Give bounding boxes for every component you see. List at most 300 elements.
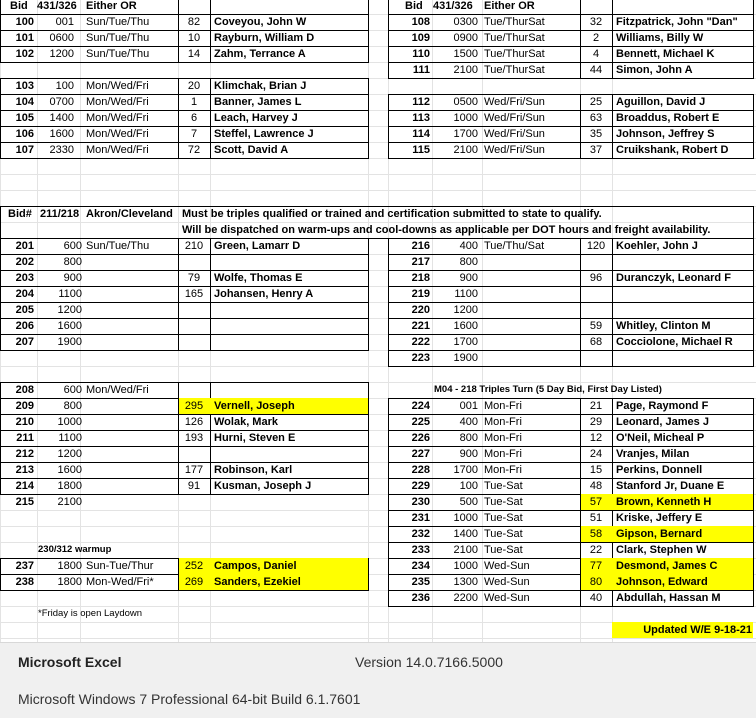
top-left-row-time[interactable]: 100	[55, 80, 74, 92]
triples-row-bid[interactable]: 230	[411, 496, 430, 508]
triples-row-number[interactable]: 15	[589, 464, 603, 476]
top-right-row-name[interactable]: Johnson, Jeffrey S	[616, 128, 715, 140]
triples-row-bid[interactable]: 232	[411, 528, 430, 540]
akron-code-header[interactable]: 211/218	[40, 208, 80, 220]
cell-border	[753, 0, 754, 79]
triples-row-name[interactable]: Johnson, Edward	[616, 576, 708, 588]
top-right-row-number[interactable]: 4	[592, 48, 600, 60]
top-right-row-number[interactable]: 44	[589, 64, 603, 76]
akron-left-row-bid[interactable]: 205	[15, 304, 34, 316]
triples-row-time[interactable]: 1700	[453, 464, 478, 476]
top-right-row-time[interactable]: 0900	[453, 32, 478, 44]
triples-row-number[interactable]: 21	[589, 400, 603, 412]
akron-left-row-number[interactable]: 126	[184, 416, 204, 428]
akron-right-row-name[interactable]: Cocciolone, Michael R	[616, 336, 733, 348]
top-left-row-days[interactable]: Sun/Tue/Thu	[86, 16, 150, 28]
top-left-row-name[interactable]: Zahm, Terrance A	[214, 48, 306, 60]
top-right-row-days[interactable]: Tue/ThurSat	[484, 64, 545, 76]
akron-left-row-time[interactable]: 1800	[57, 480, 82, 492]
triples-row-name[interactable]: Page, Raymond F	[616, 400, 709, 412]
top-right-row-time[interactable]: 2100	[453, 144, 478, 156]
top-left-row-bid[interactable]: 104	[15, 96, 34, 108]
akron-left-row-days[interactable]	[86, 478, 178, 494]
akron-left-row-time[interactable]: 1600	[57, 320, 82, 332]
top-right-row-bid[interactable]: 109	[411, 32, 430, 44]
top-right-row-time[interactable]: 1700	[453, 128, 478, 140]
akron-right-row-bid[interactable]: 216	[411, 240, 430, 252]
top-left-row-days[interactable]: Mon/Wed/Fri	[86, 96, 149, 108]
akron-left-row-time[interactable]: 900	[63, 272, 82, 284]
akron-note-2[interactable]: Will be dispatched on warm-ups and cool-downs as applicable per DOT hours and freight availability.	[182, 224, 711, 236]
akron-right-row-time[interactable]: 1100	[454, 288, 478, 300]
akron-right-row-time[interactable]: 1900	[453, 352, 478, 364]
akron-right-row-number[interactable]	[582, 302, 610, 318]
akron-left-row-bid[interactable]: 207	[15, 336, 34, 348]
top-left-row-time[interactable]: 1600	[49, 128, 74, 140]
top-right-row-time[interactable]: 1500	[453, 48, 478, 60]
akron-left-row-time[interactable]: 1100	[58, 432, 82, 444]
akron-left-row-bid[interactable]: 206	[15, 320, 34, 332]
akron-left-row-bid[interactable]: 204	[15, 288, 34, 300]
akron-right-row-name[interactable]: Koehler, John J	[616, 240, 698, 252]
triples-row-time[interactable]: 1300	[453, 576, 478, 588]
akron-left-row-name[interactable]	[214, 382, 366, 398]
top-left-row-name[interactable]: Leach, Harvey J	[214, 112, 298, 124]
triples-row-name[interactable]: Kriske, Jeffery E	[616, 512, 703, 524]
akron-left-row-number[interactable]: 177	[184, 464, 204, 476]
akron-right-row-number[interactable]	[582, 254, 610, 270]
warmup-row-days[interactable]: Sun-Tue/Thur	[86, 560, 154, 572]
akron-left-row-name[interactable]	[214, 446, 366, 462]
akron-right-row-time[interactable]: 400	[459, 240, 478, 252]
akron-left-row-time[interactable]: 1000	[57, 416, 82, 428]
top-left-row-number[interactable]: 7	[190, 128, 198, 140]
top-left-row-number[interactable]: 14	[187, 48, 201, 60]
akron-left-row-time[interactable]: 600	[63, 240, 82, 252]
top-right-row-days[interactable]: Wed/Fri/Sun	[484, 112, 545, 124]
akron-left-row-number[interactable]: 165	[184, 288, 204, 300]
akron-left-row-days[interactable]	[86, 318, 178, 334]
akron-right-row-time[interactable]: 800	[459, 256, 478, 268]
akron-left-row-name[interactable]: Hurni, Steven E	[214, 432, 296, 444]
akron-right-row-bid[interactable]: 222	[411, 336, 430, 348]
top-right-row-bid[interactable]: 110	[412, 48, 430, 60]
akron-right-row-name[interactable]: Whitley, Clinton M	[616, 320, 711, 332]
akron-right-row-time[interactable]: 1200	[453, 304, 478, 316]
top-left-row-bid[interactable]: 107	[15, 144, 34, 156]
akron-left-row-time[interactable]: 1900	[57, 336, 82, 348]
cell-border	[368, 0, 369, 63]
top-left-row-number[interactable]: 20	[187, 80, 201, 92]
triples-row-days[interactable]: Mon-Fri	[484, 464, 522, 476]
warmup-row-number[interactable]: 269	[184, 576, 204, 588]
triples-row-name[interactable]: Perkins, Donnell	[616, 464, 703, 476]
akron-left-row-number[interactable]	[180, 494, 208, 510]
akron-right-row-time[interactable]: 900	[459, 272, 478, 284]
top-right-row-bid[interactable]: 113	[412, 112, 430, 124]
triples-row-number[interactable]: 77	[589, 560, 603, 572]
akron-left-row-bid[interactable]: 214	[15, 480, 34, 492]
triples-row-name[interactable]: Leonard, James J	[616, 416, 709, 428]
top-right-row-name[interactable]: Williams, Billy W	[616, 32, 704, 44]
akron-right-row-name[interactable]	[616, 302, 752, 318]
akron-right-row-number[interactable]: 120	[586, 240, 606, 252]
akron-left-row-number[interactable]: 295	[184, 400, 204, 412]
triples-row-number[interactable]: 80	[589, 576, 603, 588]
cell-border	[388, 94, 389, 159]
top-left-row-bid[interactable]: 105	[15, 112, 34, 124]
akron-left-row-bid[interactable]: 202	[15, 256, 34, 268]
cell-border	[0, 350, 368, 351]
akron-right-row-days[interactable]	[484, 286, 578, 302]
akron-left-row-number[interactable]	[180, 334, 208, 350]
triples-row-bid[interactable]: 231	[411, 512, 430, 524]
top-left-row-days[interactable]: Mon/Wed/Fri	[86, 112, 149, 124]
akron-right-row-days[interactable]	[484, 270, 578, 286]
akron-left-row-days[interactable]	[86, 286, 178, 302]
triples-row-days[interactable]: Wed-Sun	[484, 560, 530, 572]
top-right-row-number[interactable]: 32	[589, 16, 603, 28]
top-left-row-days[interactable]: Mon/Wed/Fri	[86, 144, 149, 156]
triples-row-name[interactable]: Abdullah, Hassan M	[616, 592, 721, 604]
akron-right-row-days[interactable]	[484, 350, 578, 366]
cell-border	[388, 0, 389, 79]
top-right-code-header[interactable]: 431/326	[433, 0, 473, 12]
akron-right-row-bid[interactable]: 219	[411, 288, 430, 300]
top-left-row-time[interactable]: 001	[55, 16, 74, 28]
top-left-row-time[interactable]: 0700	[49, 96, 74, 108]
akron-left-row-name[interactable]: Green, Lamarr D	[214, 240, 301, 252]
cell-border	[388, 398, 389, 607]
top-right-row-number[interactable]: 37	[589, 144, 603, 156]
top-left-row-name[interactable]: Coveyou, John W	[214, 16, 307, 28]
top-left-row-bid[interactable]: 101	[15, 32, 34, 44]
top-left-row-name[interactable]: Scott, David A	[214, 144, 289, 156]
top-left-either-header[interactable]: Either OR	[86, 0, 137, 12]
akron-left-row-number[interactable]: 193	[184, 432, 204, 444]
top-right-row-days[interactable]: Tue/ThurSat	[484, 48, 545, 60]
akron-left-row-days[interactable]	[86, 414, 178, 430]
gridline-h	[0, 638, 756, 639]
akron-left-row-name[interactable]: Wolak, Mark	[214, 416, 278, 428]
cell-border	[210, 238, 211, 350]
akron-left-row-name[interactable]	[214, 334, 366, 350]
triples-row-days[interactable]: Wed-Sun	[484, 576, 530, 588]
triples-row-number[interactable]: 51	[589, 512, 603, 524]
warmup-row-time[interactable]: 1800	[57, 576, 82, 588]
triples-row-days[interactable]: Mon-Fri	[484, 400, 522, 412]
triples-row-days[interactable]: Mon-Fri	[484, 448, 522, 460]
akron-right-row-number[interactable]: 96	[589, 272, 603, 284]
akron-left-row-bid[interactable]: 212	[15, 448, 34, 460]
akron-left-row-number[interactable]	[180, 302, 208, 318]
top-right-row-days[interactable]: Wed/Fri/Sun	[484, 128, 545, 140]
warmup-row-bid[interactable]: 237	[15, 560, 34, 572]
akron-right-row-number[interactable]: 68	[589, 336, 603, 348]
akron-right-row-days[interactable]	[484, 254, 578, 270]
top-left-row-number[interactable]: 1	[190, 96, 198, 108]
cell-border	[368, 238, 369, 351]
akron-left-row-name[interactable]: Johansen, Henry A	[214, 288, 314, 300]
top-left-row-name[interactable]: Banner, James L	[214, 96, 302, 108]
akron-right-row-days[interactable]	[484, 302, 578, 318]
warmup-footnote[interactable]: *Friday is open Laydown	[38, 608, 143, 619]
triples-title[interactable]: M04 - 218 Triples Turn (5 Day Bid, First Day Listed)	[434, 384, 662, 395]
triples-row-bid[interactable]: 226	[411, 432, 430, 444]
akron-left-row-number[interactable]: 91	[187, 480, 201, 492]
triples-row-days[interactable]: Wed-Sun	[484, 592, 530, 604]
top-right-row-name[interactable]: Aguillon, David J	[616, 96, 706, 108]
os-label: Microsoft Windows 7 Professional 64-bit Build 6.1.7601	[18, 691, 361, 707]
akron-left-row-days[interactable]	[86, 270, 178, 286]
top-left-row-time[interactable]: 1400	[49, 112, 74, 124]
top-right-row-bid[interactable]: 115	[412, 144, 430, 156]
triples-row-number[interactable]: 22	[589, 544, 603, 556]
triples-row-days[interactable]: Tue-Sat	[484, 512, 523, 524]
top-left-row-number[interactable]: 82	[187, 16, 201, 28]
akron-left-row-number[interactable]	[180, 382, 208, 398]
triples-row-name[interactable]: Desmond, James C	[616, 560, 718, 572]
akron-left-row-number[interactable]	[180, 254, 208, 270]
triples-row-time[interactable]: 001	[459, 400, 478, 412]
top-right-row-bid[interactable]: 114	[412, 128, 430, 140]
triples-row-time[interactable]: 2100	[453, 544, 478, 556]
akron-right-row-name[interactable]	[616, 286, 752, 302]
akron-right-row-bid[interactable]: 220	[411, 304, 430, 316]
top-left-row-time[interactable]: 2330	[49, 144, 74, 156]
top-left-code-header[interactable]: 431/326	[37, 0, 77, 12]
triples-row-days[interactable]: Tue-Sat	[484, 528, 523, 540]
triples-row-bid[interactable]: 234	[411, 560, 430, 572]
top-left-row-number[interactable]: 10	[187, 32, 201, 44]
triples-row-time[interactable]: 2200	[453, 592, 478, 604]
top-right-row-name[interactable]: Broaddus, Robert E	[616, 112, 720, 124]
top-left-row-name[interactable]: Steffel, Lawrence J	[214, 128, 314, 140]
akron-left-row-name[interactable]	[214, 254, 366, 270]
triples-row-bid[interactable]: 229	[411, 480, 430, 492]
triples-row-number[interactable]: 48	[589, 480, 603, 492]
top-right-row-days[interactable]: Tue/ThurSat	[484, 16, 545, 28]
top-right-row-days[interactable]: Tue/ThurSat	[484, 32, 545, 44]
top-left-row-time[interactable]: 1200	[49, 48, 74, 60]
akron-left-row-days[interactable]	[86, 430, 178, 446]
triples-row-time[interactable]: 400	[459, 416, 478, 428]
akron-left-row-days[interactable]	[86, 446, 178, 462]
triples-row-number[interactable]: 29	[589, 416, 603, 428]
akron-left-row-time[interactable]: 1200	[57, 304, 82, 316]
akron-left-row-days[interactable]: Sun/Tue/Thu	[86, 240, 150, 252]
triples-row-name[interactable]: O'Neil, Micheal P	[616, 432, 705, 444]
top-right-either-header[interactable]: Either OR	[484, 0, 535, 12]
triples-row-number[interactable]: 24	[589, 448, 603, 460]
akron-left-row-bid[interactable]: 201	[15, 240, 34, 252]
akron-right-row-name[interactable]: Duranczyk, Leonard F	[616, 272, 731, 284]
akron-left-row-time[interactable]: 1100	[58, 288, 82, 300]
top-right-row-days[interactable]: Wed/Fri/Sun	[484, 144, 545, 156]
top-right-row-number[interactable]: 35	[589, 128, 603, 140]
top-left-row-bid[interactable]: 102	[15, 48, 34, 60]
akron-left-row-number[interactable]	[180, 446, 208, 462]
akron-left-row-bid[interactable]: 215	[15, 496, 34, 508]
akron-left-row-time[interactable]: 1200	[57, 448, 82, 460]
top-right-row-bid[interactable]: 112	[412, 96, 430, 108]
warmup-row-days[interactable]: Mon-Wed/Fri*	[86, 576, 154, 588]
warmup-row-name[interactable]: Campos, Daniel	[214, 560, 297, 572]
top-right-row-name[interactable]: Fitzpatrick, John "Dan"	[616, 16, 738, 28]
akron-right-row-days[interactable]	[484, 318, 578, 334]
top-right-row-name[interactable]: Cruikshank, Robert D	[616, 144, 729, 156]
triples-row-time[interactable]: 800	[459, 432, 478, 444]
triples-row-time[interactable]: 500	[459, 496, 478, 508]
top-left-row-bid[interactable]: 100	[15, 16, 34, 28]
triples-row-time[interactable]: 1000	[453, 560, 478, 572]
akron-bid-header[interactable]: Bid#	[8, 208, 32, 220]
akron-location-header[interactable]: Akron/Cleveland	[86, 208, 173, 220]
top-left-row-days[interactable]: Mon/Wed/Fri	[86, 80, 149, 92]
updated-label[interactable]: Updated W/E 9-18-21	[643, 624, 752, 636]
akron-right-row-days[interactable]	[484, 334, 578, 350]
akron-right-row-bid[interactable]: 221	[411, 320, 430, 332]
warmup-row-name[interactable]: Sanders, Ezekiel	[214, 576, 301, 588]
akron-left-row-time[interactable]: 800	[63, 256, 82, 268]
triples-row-name[interactable]: Stanford Jr, Duane E	[616, 480, 725, 492]
triples-row-bid[interactable]: 225	[411, 416, 430, 428]
warmup-row-bid[interactable]: 238	[15, 576, 34, 588]
akron-right-row-bid[interactable]: 218	[411, 272, 430, 284]
top-left-bid-header[interactable]: Bid	[10, 0, 28, 12]
top-left-row-number[interactable]: 6	[190, 112, 198, 124]
top-right-row-name[interactable]: Simon, John A	[616, 64, 693, 76]
top-left-row-days[interactable]: Mon/Wed/Fri	[86, 128, 149, 140]
triples-row-number[interactable]: 12	[589, 432, 603, 444]
akron-left-row-time[interactable]: 1600	[57, 464, 82, 476]
akron-left-row-days[interactable]	[86, 254, 178, 270]
top-right-row-time[interactable]: 0500	[453, 96, 478, 108]
triples-row-number[interactable]: 57	[589, 496, 603, 508]
akron-left-row-name[interactable]: Kusman, Joseph J	[214, 480, 312, 492]
akron-left-row-bid[interactable]: 203	[15, 272, 34, 284]
top-left-row-bid[interactable]: 106	[15, 128, 34, 140]
akron-right-row-bid[interactable]: 217	[411, 256, 430, 268]
triples-row-name[interactable]: Gipson, Bernard	[616, 528, 703, 540]
cell-border	[0, 206, 1, 239]
top-left-row-name[interactable]: Rayburn, William D	[214, 32, 315, 44]
top-right-row-bid[interactable]: 108	[411, 16, 430, 28]
akron-left-row-days[interactable]: Mon/Wed/Fri	[86, 384, 149, 396]
akron-left-row-number[interactable]	[180, 318, 208, 334]
triples-row-name[interactable]: Vranjes, Milan	[616, 448, 690, 460]
akron-right-row-number[interactable]	[582, 286, 610, 302]
triples-row-days[interactable]: Tue-Sat	[484, 496, 523, 508]
triples-row-number[interactable]: 58	[589, 528, 603, 540]
top-right-row-time[interactable]: 0300	[453, 16, 478, 28]
triples-row-name[interactable]: Brown, Kenneth H	[616, 496, 712, 508]
triples-row-name[interactable]: Clark, Stephen W	[616, 544, 707, 556]
top-left-row-bid[interactable]: 103	[15, 80, 34, 92]
top-right-row-name[interactable]: Bennett, Michael K	[616, 48, 715, 60]
top-left-row-number[interactable]: 72	[187, 144, 201, 156]
akron-left-row-days[interactable]	[86, 398, 178, 414]
akron-left-row-name[interactable]: Wolfe, Thomas E	[214, 272, 303, 284]
akron-note-1[interactable]: Must be triples qualified or trained and certification submitted to state to qualify.	[182, 208, 602, 220]
top-right-row-number[interactable]: 63	[589, 112, 603, 124]
akron-left-row-number[interactable]: 79	[187, 272, 201, 284]
akron-left-row-bid[interactable]: 213	[15, 464, 34, 476]
akron-left-row-name[interactable]	[214, 302, 366, 318]
warmup-row-number[interactable]: 252	[184, 560, 204, 572]
top-right-row-number[interactable]: 2	[592, 32, 600, 44]
triples-row-days[interactable]: Tue-Sat	[484, 480, 523, 492]
akron-right-row-name[interactable]	[616, 254, 752, 270]
akron-left-row-name[interactable]	[214, 318, 366, 334]
top-right-row-bid[interactable]: 111	[412, 64, 430, 76]
akron-right-row-name[interactable]	[616, 350, 752, 366]
akron-left-row-name[interactable]: Robinson, Karl	[214, 464, 293, 476]
akron-left-row-time[interactable]: 800	[63, 400, 82, 412]
akron-right-row-number[interactable]	[582, 350, 610, 366]
akron-left-row-days[interactable]	[86, 302, 178, 318]
triples-row-bid[interactable]: 236	[411, 592, 430, 604]
top-right-bid-header[interactable]: Bid	[405, 0, 423, 12]
akron-right-row-time[interactable]: 1600	[453, 320, 478, 332]
triples-row-number[interactable]: 40	[589, 592, 603, 604]
version-label: Version 14.0.7166.5000	[355, 654, 503, 670]
akron-left-row-days[interactable]	[86, 334, 178, 350]
triples-row-days[interactable]: Mon-Fri	[484, 416, 522, 428]
akron-left-row-bid[interactable]: 211	[16, 432, 34, 444]
top-left-row-days[interactable]: Sun/Tue/Thu	[86, 32, 150, 44]
top-left-row-time[interactable]: 0600	[49, 32, 74, 44]
akron-left-row-days[interactable]	[86, 494, 178, 510]
cell-border	[210, 78, 211, 158]
warmup-title[interactable]: 230/312 warmup	[38, 544, 112, 555]
triples-row-days[interactable]: Mon-Fri	[484, 432, 522, 444]
akron-right-row-days[interactable]: Tue/Thu/Sat	[484, 240, 545, 252]
cell-border	[753, 238, 754, 367]
cell-border	[368, 558, 369, 591]
triples-row-bid[interactable]: 224	[411, 400, 430, 412]
top-right-row-time[interactable]: 1000	[453, 112, 478, 124]
warmup-row-time[interactable]: 1800	[57, 560, 82, 572]
akron-left-row-bid[interactable]: 210	[15, 416, 34, 428]
triples-row-bid[interactable]: 228	[411, 464, 430, 476]
akron-left-row-bid[interactable]: 208	[15, 384, 34, 396]
triples-row-time[interactable]: 100	[459, 480, 478, 492]
triples-row-days[interactable]: Tue-Sat	[484, 544, 523, 556]
akron-left-row-time[interactable]: 2100	[57, 496, 82, 508]
triples-row-bid[interactable]: 227	[411, 448, 430, 460]
akron-right-row-time[interactable]: 1700	[453, 336, 478, 348]
top-left-row-days[interactable]: Sun/Tue/Thu	[86, 48, 150, 60]
akron-right-row-bid[interactable]: 223	[411, 352, 430, 364]
triples-row-time[interactable]: 1000	[453, 512, 478, 524]
akron-right-row-number[interactable]: 59	[589, 320, 603, 332]
akron-left-row-number[interactable]: 210	[184, 240, 204, 252]
top-right-row-number[interactable]: 25	[589, 96, 603, 108]
akron-left-row-days[interactable]	[86, 462, 178, 478]
triples-row-bid[interactable]: 235	[411, 576, 430, 588]
triples-row-time[interactable]: 900	[459, 448, 478, 460]
top-left-row-name[interactable]: Klimchak, Brian J	[214, 80, 307, 92]
akron-left-row-bid[interactable]: 209	[15, 400, 34, 412]
akron-left-row-name[interactable]	[214, 494, 366, 510]
triples-row-bid[interactable]: 233	[411, 544, 430, 556]
akron-left-row-time[interactable]: 600	[63, 384, 82, 396]
triples-row-time[interactable]: 1400	[453, 528, 478, 540]
top-right-row-time[interactable]: 2100	[453, 64, 478, 76]
akron-left-row-name[interactable]: Vernell, Joseph	[214, 400, 295, 412]
top-right-row-days[interactable]: Wed/Fri/Sun	[484, 96, 545, 108]
